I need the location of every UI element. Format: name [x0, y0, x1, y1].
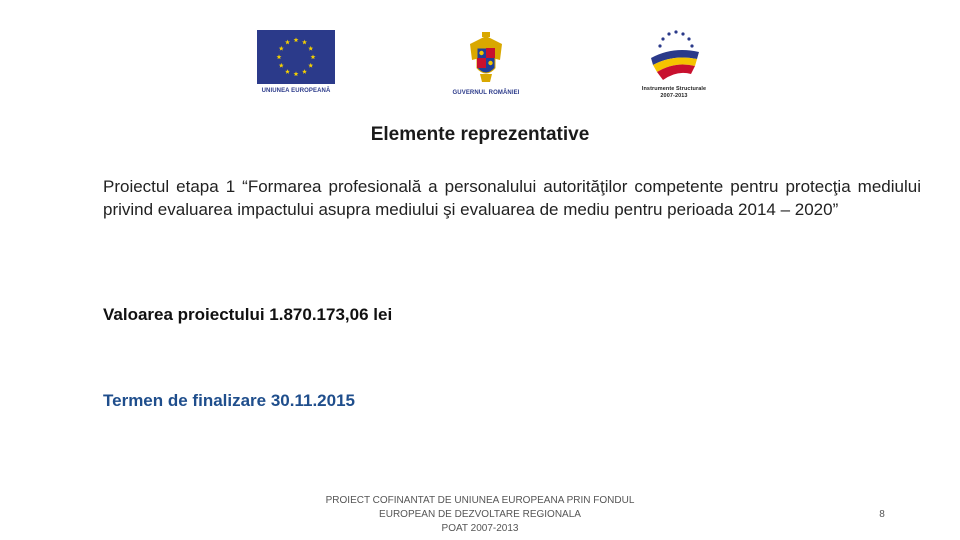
- eu-flag-icon: [257, 30, 335, 84]
- structural-instruments-caption: [642, 86, 706, 100]
- government-logo-caption: GUVERNUL ROMÂNIEI: [452, 90, 520, 96]
- structural-instruments-caption-line2: 2007-2013: [660, 93, 688, 99]
- footer-line-2: EUROPEAN DE DEZVOLTARE REGIONALA: [379, 509, 581, 520]
- page-number: 8: [879, 509, 885, 520]
- footer-line-3: POAT 2007-2013: [441, 523, 519, 534]
- project-value: Valoarea proiectului 1.870.173,06 lei: [103, 305, 393, 324]
- project-description: Proiectul etapa 1 “Formarea profesională a personalului autorităţilor competente pentru protecţia mediului privind evaluarea impactului asupra mediului şi evaluarea de mediu pentru perioada 2014 – 2020”: [103, 177, 921, 219]
- structural-instruments-icon: [643, 28, 705, 84]
- government-logo: [444, 30, 528, 96]
- footer-cofinancing-note: [320, 494, 640, 536]
- structural-instruments-logo: [636, 28, 712, 100]
- slide-title-text: Elemente reprezentative: [370, 124, 590, 145]
- coat-of-arms-icon: [466, 30, 506, 86]
- eu-logo-caption: UNIUNEA EUROPEANĂ: [261, 88, 331, 94]
- project-deadline: Termen de finalizare 30.11.2015: [103, 391, 355, 410]
- footer-line-1: PROIECT COFINANTAT DE UNIUNEA EUROPEANA PRIN FONDUL: [325, 495, 635, 506]
- structural-instruments-caption-line1: Instrumente Structurale: [641, 86, 707, 92]
- slide-title: [0, 124, 960, 146]
- eu-logo: [256, 30, 336, 94]
